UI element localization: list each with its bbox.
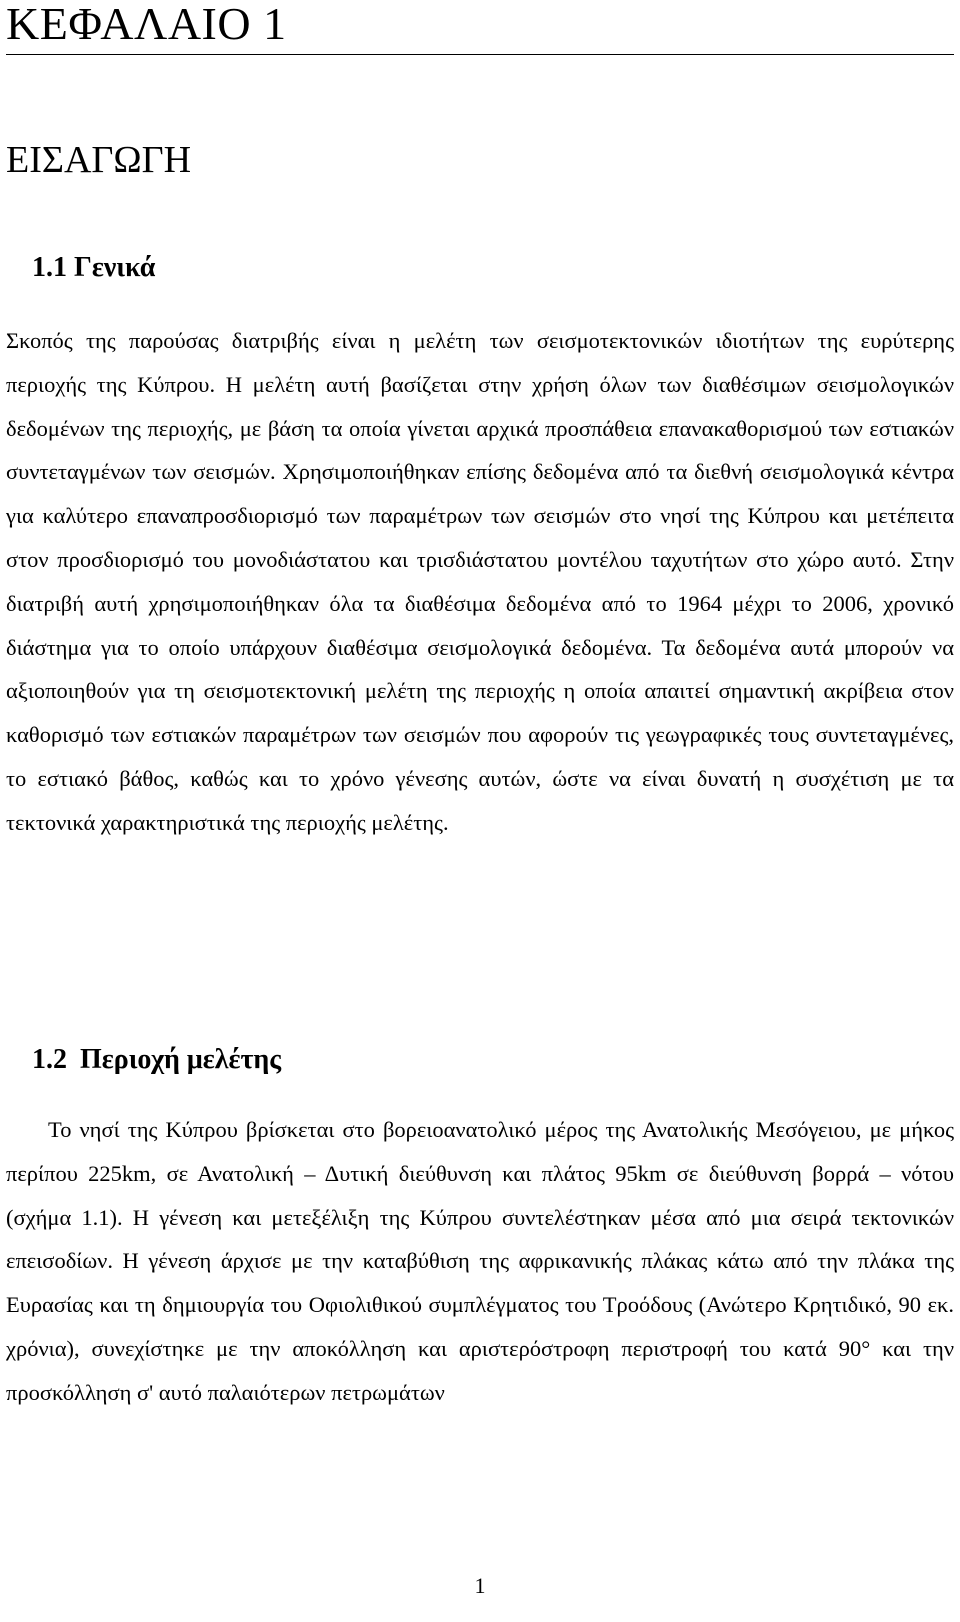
body-paragraph-study-area [6,1108,954,1415]
subsection-heading-study-area [32,1044,281,1076]
body-paragraph-general: Σκοπός της παρούσας διατριβής είναι η μελέτη των σεισμοτεκτονικών ιδιοτήτων της ευρύτερης περιοχής της Κύπρου. Η μελέτη αυτή βασίζεται στην χρήση όλων των διαθέσιμων σεισμολογικών δεδομένων της περιοχής, με βάση τα οποία γίνεται αρχικά προσπάθεια επανακαθορισμού των εστιακών συντεταγμένων των σεισμών. Χρησιμοποιήθηκαν επίσης δεδομένα από τα διεθνή σεισμολογικά κέντρα για καλύτερο επαναπροσδιορισμό των παραμέτρων των σεισμών στο νησί της Κύπρου και μετέπειτα στον προσδιορισμό του μονοδιάστατου και τρισδιάστατου μοντέλου ταχυτήτων στο χώρο αυτό. Στην διατριβή αυτή χρησιμοποιήθηκαν όλα τα διαθέσιμα δεδομένα από το 1964 μέχρι το 2006, χρονικό διάστημα για το οποίο υπάρχουν διαθέσιμα σεισμολογικά δεδομένα. Τα δεδομένα αυτά μπορούν να αξιοποιηθούν για τη σεισμοτεκτονική μελέτη της περιοχής η οποία απαιτεί σημαντική ακρίβεια στον καθορισμό των εστιακών παραμέτρων των σεισμών που αφορούν τις γεωγραφικές τους συντεταγμένες, το εστιακό βάθος, καθώς και το χρόνο γένεσης αυτών, ώστε να είναι δυνατή η συσχέτιση με τα τεκτονικά χαρακτηριστικά της περιοχής μελέτης. [6,328,954,835]
subsection-number: 1.2 [32,1044,67,1075]
chapter-title: ΚΕΦΑΛΑΙΟ 1 [6,0,287,49]
chapter-divider [6,54,954,55]
section-heading: ΕΙΣΑΓΩΓΗ [6,139,192,181]
page-number: 1 [474,1573,486,1598]
subsection-heading-general: 1.1 Γενικά [32,252,156,283]
subsection-title: Περιοχή μελέτης [80,1044,282,1075]
paragraph-text: Το νησί της Κύπρου βρίσκεται στο βορειοανατολικό μέρος της Ανατολικής Μεσόγειου, με μήκος περίπου 225km, σε Ανατολική – Δυτική διεύθυνση και πλάτος 95km σε διεύθυνση βορρά – νότου (σχήμα 1.1). Η γένεση και μετεξέλιξη της Κύπρου συντελέστηκαν μέσα από μια σειρά τεκτονικών επεισοδίων. Η γένεση άρχισε με την καταβύθιση της αφρικανικής πλάκας κάτω από την πλάκα της Ευρασίας και τη δημιουργία του Οφιολιθικού συμπλέγματος του Τροόδους (Ανώτερο Κρητιδικό, 90 εκ. χρόνια), συνεχίστηκε με την αποκόλληση και αριστερόστροφη περιστροφή του κατά 90° και την προσκόλληση σ' αυτό παλαιότερων πετρωμάτων [6,1117,954,1405]
